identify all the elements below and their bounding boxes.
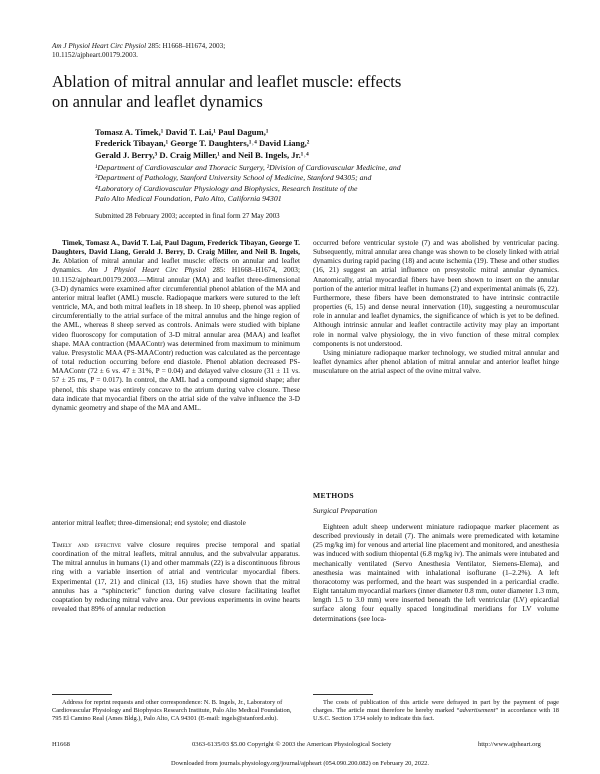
footnote-rule-right <box>313 694 373 695</box>
page-number: H1668 <box>52 741 70 748</box>
article-title <box>52 72 552 112</box>
citation-details: 285: H1668–H1674, 2003; <box>146 42 226 50</box>
affiliations <box>95 163 555 204</box>
keywords: anterior mitral leaflet; three-dimensional; end systole; end diastole <box>52 518 246 527</box>
author-list <box>95 127 555 161</box>
footnote-text-b: ” in accordance with 18 U.S.C. Section 1734 solely to indicate this fact. <box>313 707 559 723</box>
title-line-1: Ablation of mitral annular and leaflet muscle: effects <box>52 72 402 91</box>
footnote-emphasis: advertisement <box>459 707 496 715</box>
submission-dates: Submitted 28 February 2003; accepted in final form 27 May 2003 <box>95 212 280 220</box>
abstract-journal: Am J Physiol Heart Circ Physiol <box>88 265 207 275</box>
surgical-preparation-text <box>313 522 559 623</box>
paragraph: Using miniature radiopaque marker technology, we studied mitral annular and leaflet dynamics after phenol ablation of mitral annular and anterior leaflet hinge musculature on the atrial aspect of the ovine mitral valve. <box>313 347 559 376</box>
intro-lead: Timely and effective <box>52 540 122 549</box>
journal-url-link[interactable]: http://www.ajpheart.org <box>478 741 541 748</box>
paragraph: Eighteen adult sheep underwent miniature radiopaque marker placement as described previously in detail (7). The animals were premedicated with ketamine (25 mg/kg im) for venous and arterial line placement and monitored, and anesthesia was induced with sodium thiopental (6.8 mg/kg iv). The animals were intubated and mechanically ventilated (Servo Anesthesia Ventilator, Siemens-Elema), and anesthesia was maintained with inhalational isoflurane (1–2.2%). A left thoracotomy was performed, and the heart was suspended in a pericardial cradle. Eight tantalum myocardial markers (inner diameter 0.8 mm, outer diameter 1.3 mm, length 1.5 to 3.0 mm) were inserted beneath the left ventricular (LV) epicardial surface along four equally spaced longitudinal meridians for LV volume determinations (see loca- <box>313 522 559 623</box>
correspondence-text: Address for reprint requests and other correspondence: N. B. Ingels, Jr., Laboratory of Cardiovascular Physiology and Biophysics Research Institute, Palo Alto Medical Foundation, 795 El Camino Real (Ames Bldg.), Palo Alto, CA 94301 (E-mail: ingels@stanford.edu). <box>52 699 292 723</box>
affiliation-line: ³Department of Pathology, Stanford University School of Medicine, Stanford 94305; and <box>95 173 372 183</box>
authors-line-2: Frederick Tibayan,¹ George T. Daughters,¹˒⁴ David Liang,² <box>95 138 310 149</box>
authors-line-3: Gerald J. Berry,³ D. Craig Miller,¹ and Neil B. Ingels, Jr.¹˒⁴ <box>95 149 309 160</box>
copyright-line: 0363-6135/03 $5.00 Copyright © 2003 the American Physiological Society <box>192 741 392 748</box>
abstract-body: 285: H1668–H1674, 2003; 10.1152/ajpheart.00179.2003.—Mitral annular (MA) and leaflet three-dimensional (3-D) dynamics were examined after circumferential phenol ablation of the MA and anterior mitral leaflet (AML) muscle. Radiopaque markers were sutured to the left ventricle, MA, and both mitral leaflets in 18 sheep. In 10 sheep, phenol was applied circumferentially to the atrial surface of the mitral annulus and the hinge region of the AML, whereas 8 sheep served as controls. Animals were studied with biplane video fluoroscopy for computation of 3-D mitral annular area (MAA) and leaflet shape. MAA contraction (MAAContr) was determined from maximum to minimum value. Presystolic MAA (PS-MAAContr) reduction was calculated as the percentage of total reduction occurring before end diastole. Phenol ablation decreased PS-MAAContr (72 ± 6 vs. 47 ± 31%, P = 0.04) and delayed valve closure (31 ± 11 vs. 57 ± 25 ms, P = 0.017). In control, the AML had a compound sigmoid shape; after phenol, this shape was entirely concave to the atrium during valve closure. These data indicate that myocardial fibers on the atrial side of the valve influence the 3-D dynamic geometry and shape of the MA and AML. <box>52 265 300 412</box>
download-notice: Downloaded from journals.physiology.org/journal/ajpheart (054.090.200.082) on February 20, 2022. <box>171 760 429 767</box>
abstract <box>52 238 300 412</box>
intro-continued <box>313 238 559 375</box>
authors-line-1: Tomasz A. Timek,¹ David T. Lai,¹ Paul Dagum,¹ <box>95 127 269 137</box>
affiliation-line: Palo Alto Medical Foundation, Palo Alto, California 94301 <box>95 193 282 203</box>
surgical-preparation-heading: Surgical Preparation <box>313 506 378 515</box>
footnote-text-a: The costs of publication of this article were defrayed in part by the payment of page charges. The article must therefore be hereby marked “ <box>313 699 559 715</box>
abstract-authors: Timek, Tomasz A., David T. Lai, Paul Dagum, Frederick Tibayan, George T. Daughters, David Liang, Gerald J. Berry, D. Craig Miller, and Neil B. Ingels, Jr. <box>52 238 300 266</box>
journal-citation <box>52 42 225 60</box>
paragraph: occurred before ventricular systole (7) and was abolished by ventricular pacing. Subsequently, mitral annular area change was shown to be closely linked with atrial dynamics during rapid pacing (18) and acute ischemia (19). These and other studies (16, 21) suggest an atrial influence on presystolic mitral annular dynamics. Anatomically, atrial myocardial fibers have been shown to insert on the annular portion of the anterior mitral leaflet in humans (2) and experimental animals (6, 22). Furthermore, these fibers have been demonstrated to have intrinsic contractile properties (6, 15) and dense neural innervation (10), suggesting a neuromuscular role in annular and leaflet dynamics, the significance of which is yet to be defined. Although intrinsic annular and leaflet contractile activity may play an important role in normal valve physiology, the in vivo function of these mitral complex components is not understood. <box>313 238 559 348</box>
affiliation-line: ¹Department of Cardiovascular and Thoracic Surgery, ²Division of Cardiovascular Medicine, and <box>95 163 401 172</box>
publication-cost-footnote <box>313 699 559 724</box>
title-line-2: on annular and leaflet dynamics <box>52 92 263 111</box>
methods-heading: METHODS <box>313 491 354 500</box>
intro-body: valve closure requires precise temporal and spatial coordination of the mitral leaflets, mitral annulus, and the subvalvular apparatus. The mitral annulus in humans (1) and other mammals (22) is a discontinuous fibrous ring with a variable insertion of atrial and ventricular myocardial fibers. Experimental (17, 21) and clinical (13, 16) studies have shown that the mitral annulus has a “sphincteric” function during valve closure facilitating leaflet coaptation by reducing mitral valve area. Our previous experiments in ovine hearts revealed that 89% of annular reduction <box>52 540 300 614</box>
citation-doi: 10.1152/ajpheart.00179.2003. <box>52 51 138 59</box>
footnote-rule-left <box>52 694 112 695</box>
affiliation-line: ⁴Laboratory of Cardiovascular Physiology and Biophysics, Research Institute of the <box>95 183 358 193</box>
correspondence-footnote <box>52 699 300 724</box>
introduction <box>52 540 300 613</box>
citation-journal: Am J Physiol Heart Circ Physiol <box>52 42 147 50</box>
abstract-title: Ablation of mitral annular and leaflet muscle: effects on annular and leaflet dynamics. <box>52 256 300 275</box>
